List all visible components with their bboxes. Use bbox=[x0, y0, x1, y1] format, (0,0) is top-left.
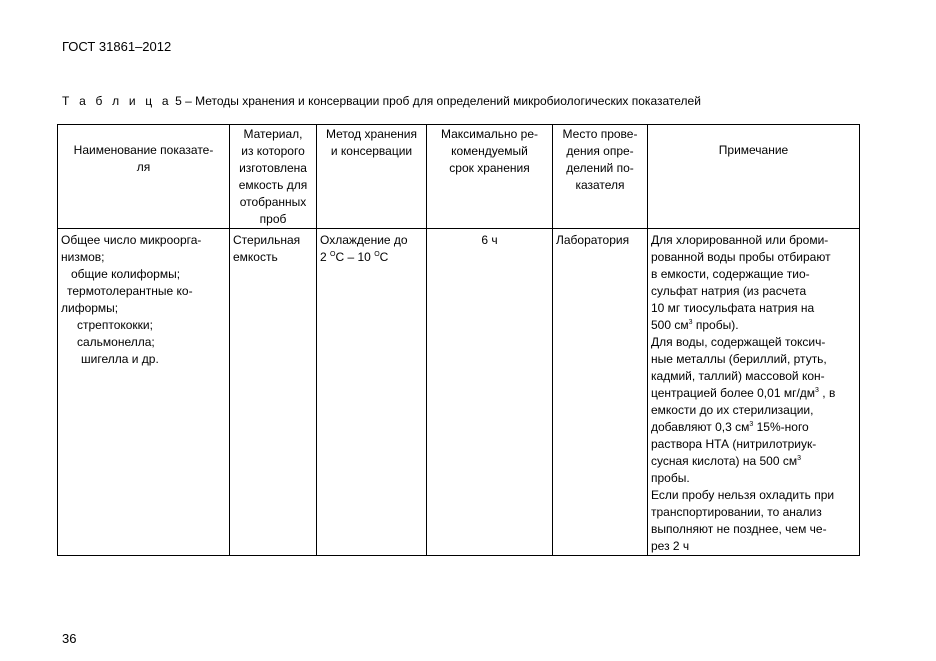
document-code: ГОСТ 31861–2012 bbox=[62, 39, 172, 54]
note-line: емкости до их стерилизации, bbox=[651, 403, 814, 417]
indicator-line: шигелла и др. bbox=[81, 352, 159, 366]
indicator-line: лиформы; bbox=[61, 301, 119, 315]
header-line: изготовлена bbox=[239, 161, 307, 175]
column-header-indicator bbox=[58, 125, 230, 229]
storage-methods-table bbox=[57, 124, 860, 556]
note-line: 500 $см^3$ пробы). bbox=[651, 318, 739, 332]
cell-material bbox=[230, 229, 317, 556]
table-caption bbox=[62, 94, 701, 108]
header-line: проб bbox=[259, 212, 287, 226]
note-line: сульфат натрия (из расчета bbox=[651, 284, 807, 298]
indicator-line: сальмонелла; bbox=[77, 335, 155, 349]
note-line: ные металлы (бериллий, ртуть, bbox=[651, 352, 827, 366]
header-line: казателя bbox=[575, 178, 625, 192]
header-line: и консервации bbox=[330, 144, 413, 158]
note-line: центрацией более 0,01 $мг/дм^3$ , в bbox=[651, 386, 836, 400]
note-line: раствора НТА (нитрилотриук- bbox=[651, 437, 817, 451]
material-line: емкость bbox=[233, 250, 278, 264]
cell-storage-time bbox=[427, 229, 553, 556]
note-line: кадмий, таллий) массовой кон- bbox=[651, 369, 825, 383]
header-line: отобранных bbox=[239, 195, 307, 209]
note-line: рез 2 ч bbox=[651, 539, 690, 553]
note-line: Для хлорированной или броми- bbox=[651, 233, 829, 247]
column-header-storage-time bbox=[427, 125, 553, 229]
header-line: делений по- bbox=[566, 161, 634, 175]
cell-indicator bbox=[58, 229, 230, 556]
cell-method bbox=[317, 229, 427, 556]
cell-note bbox=[648, 229, 860, 556]
note-line: 10 мг тиосульфата натрия на bbox=[651, 301, 815, 315]
table-caption-number: 5 bbox=[175, 94, 182, 108]
table-caption-text: – Методы хранения и консервации проб для определений микробиологических показателей bbox=[181, 94, 701, 108]
indicator-line: Общее число микроорга- bbox=[61, 233, 202, 247]
note-line: Для воды, содержащей токсич- bbox=[651, 335, 826, 349]
note-line: сусная кислота) на 500 $см^3$ bbox=[651, 454, 802, 468]
column-header-place bbox=[553, 125, 648, 229]
header-line: емкость для bbox=[238, 178, 308, 192]
page-number: 36 bbox=[62, 631, 77, 646]
header-line: Наименование показате- bbox=[73, 143, 214, 157]
header-line: из которого bbox=[241, 144, 305, 158]
header-line: Материал, bbox=[243, 127, 303, 141]
header-line: Метод хранения bbox=[326, 127, 417, 141]
note-line: в емкости, содержащие тио- bbox=[651, 267, 810, 281]
place-value: Лаборатория bbox=[556, 233, 630, 247]
indicator-line: низмов; bbox=[61, 250, 105, 264]
note-line: транспортировании, то анализ bbox=[651, 505, 822, 519]
note-line: рованной воды пробы отбирают bbox=[651, 250, 831, 264]
table-row bbox=[58, 229, 860, 556]
note-line: Если пробу нельзя охладить при bbox=[651, 488, 835, 502]
indicator-line: общие колиформы; bbox=[71, 267, 181, 281]
storage-time-value: 6 ч bbox=[481, 233, 498, 247]
note-line: выполняют не позднее, чем че- bbox=[651, 522, 827, 536]
table-caption-label: Т а б л и ц а bbox=[62, 94, 172, 108]
header-line: дения опре- bbox=[566, 144, 634, 158]
column-header-method bbox=[317, 125, 427, 229]
column-header-material bbox=[230, 125, 317, 229]
material-line: Стерильная bbox=[233, 233, 301, 247]
header-line: Примечание bbox=[718, 143, 789, 157]
header-line: комендуемый bbox=[451, 144, 528, 158]
method-temperature: 2 $^O$C – 10 $^O$C bbox=[320, 250, 389, 264]
column-header-note bbox=[648, 125, 860, 229]
cell-place bbox=[553, 229, 648, 556]
header-line: ля bbox=[136, 160, 151, 174]
header-line: срок хранения bbox=[449, 161, 530, 175]
header-line: Максимально ре- bbox=[440, 127, 539, 141]
indicator-line: стрептококки; bbox=[77, 318, 153, 332]
header-line: Место прове- bbox=[562, 127, 638, 141]
table-header-row bbox=[58, 125, 860, 229]
note-line: добавляют 0,3 $см^3$ 15%-ного bbox=[651, 420, 809, 434]
method-line: Охлаждение до bbox=[320, 233, 408, 247]
note-line: пробы. bbox=[651, 471, 690, 485]
indicator-line: термотолерантные ко- bbox=[67, 284, 193, 298]
